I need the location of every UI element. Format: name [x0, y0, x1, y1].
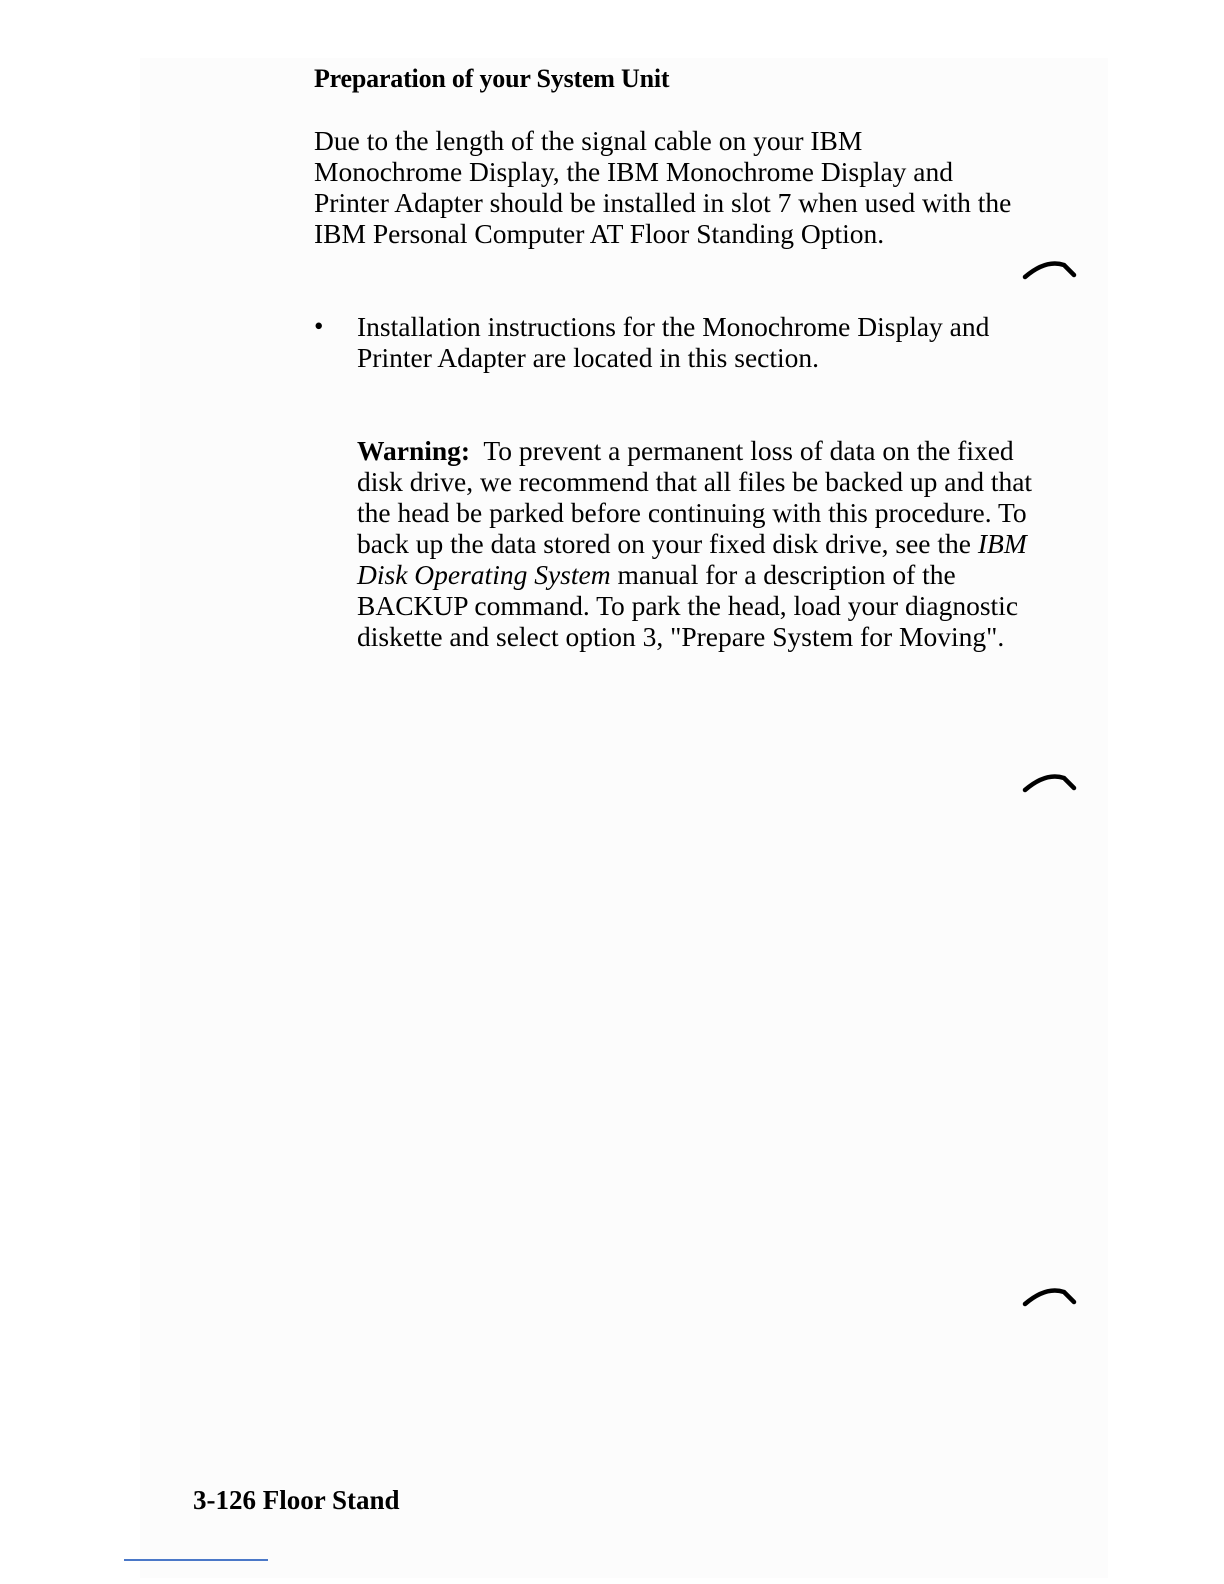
bottom-rule — [124, 1559, 268, 1561]
warning-text-before: To prevent a permanent loss of data on the fixed disk drive, we recommend that all files be backed up and that the head be parked before continuing with this procedure. To back up the data stored on your fixed disk drive, see the — [357, 435, 1033, 559]
bullet-item-installation: Installation instructions for the Monochrome Display and Printer Adapter are located in this section. — [357, 311, 990, 373]
manual-title: IBM Disk Operating System — [357, 528, 1027, 590]
warning-label: Warning: — [357, 435, 471, 466]
intro-paragraph: Due to the length of the signal cable on your IBM Monochrome Display, the IBM Monochrome Display and Printer Adapter should be installed in slot 7 when used with the IBM Personal Computer AT Floor Standing Option. — [314, 125, 1012, 249]
page-footer: 3-126 Floor Stand — [193, 1485, 400, 1515]
warning-text-after: manual for a description of the BACKUP command. To park the head, load your diagnostic diskette and select option 3, "Prepare System for Moving". — [357, 559, 1019, 652]
warning-paragraph — [357, 435, 1037, 652]
page-sheet — [140, 58, 1108, 1578]
section-heading: Preparation of your System Unit — [314, 64, 670, 93]
binder-tab-mark-icon — [1022, 257, 1078, 281]
binder-tab-mark-icon — [1022, 1284, 1078, 1308]
bullet-marker: • — [314, 311, 324, 341]
binder-tab-mark-icon — [1022, 770, 1078, 794]
